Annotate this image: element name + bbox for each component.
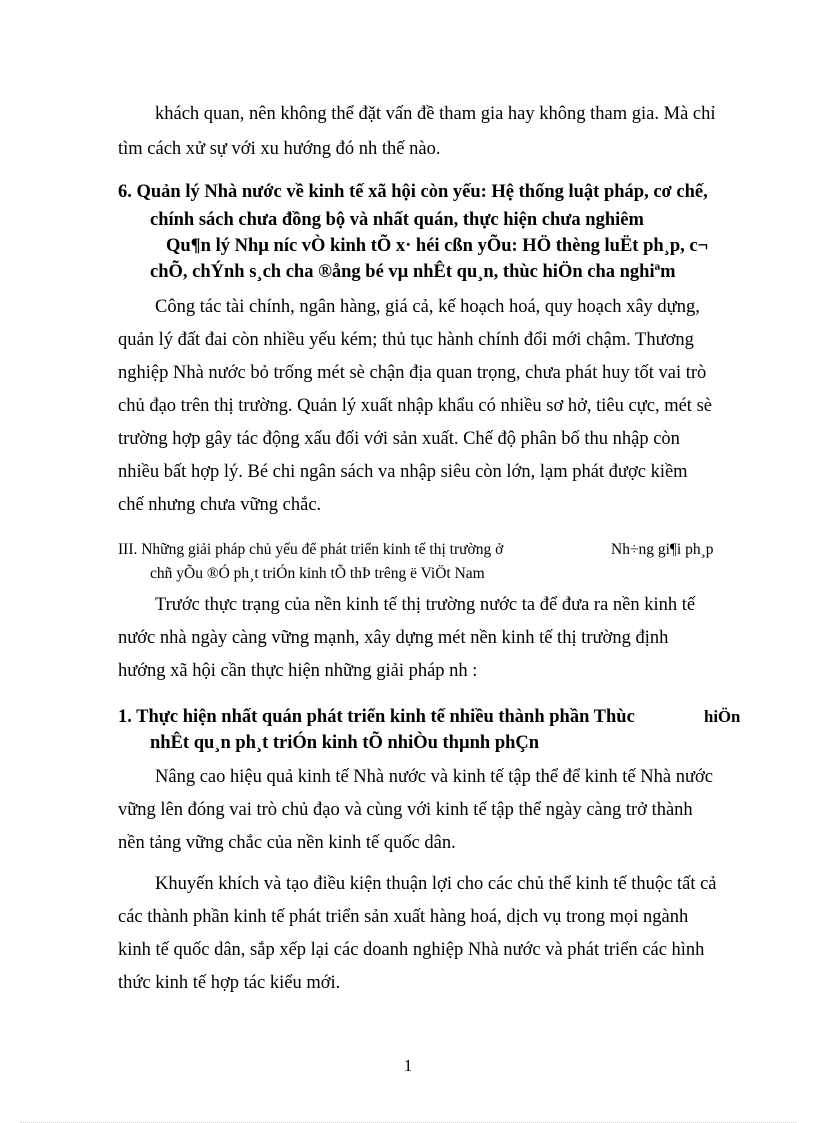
page-number: 1	[403, 1056, 413, 1075]
paragraph-line: tìm cách xử sự với xu hướng đó nh thế nào.	[118, 139, 441, 159]
paragraph-line: nước nhà ngày càng vững mạnh, xây dựng mét nền kinh tế thị trường định	[118, 628, 669, 648]
section-heading: 1. Thực hiện nhất quán phát triển kinh tế nhiều thành phần Thùc	[118, 707, 635, 727]
section-heading-garbled: Nh÷ng gi¶i ph¸p	[611, 541, 714, 558]
paragraph-line: vững lên đóng vai trò chủ đạo và cùng với kinh tế tập thể ngày càng trở thành	[118, 800, 693, 820]
paragraph-line: nghiệp Nhà nước bỏ trống mét sè chận địa quan trọng, chưa phát huy tốt vai trò	[118, 363, 707, 383]
paragraph-line: nền tảng vững chắc của nền kinh tế quốc dân.	[118, 833, 456, 853]
paragraph-line: thức kinh tế hợp tác kiểu mới.	[118, 973, 341, 993]
paragraph-line: chế nhưng chưa vững chắc.	[118, 495, 322, 515]
paragraph-line: Công tác tài chính, ngân hàng, giá cả, kế hoạch hoá, quy hoạch xây dựng,	[155, 297, 700, 317]
paragraph-line: trường hợp gây tác động xấu đối với sản xuất. Chế độ phân bố thu nhập còn	[118, 429, 680, 449]
paragraph-line: hướng xã hội cần thực hiện những giải pháp nh :	[118, 661, 478, 681]
section-heading-garbled: hiÖn	[704, 707, 741, 726]
section-heading-garbled: chñ yÕu ®Ó ph¸t triÓn kinh tÕ thÞ trêng ë ViÖt Nam	[150, 565, 485, 582]
section-heading-line: chính sách chưa đồng bộ và nhất quán, thực hiện chưa nghiêm	[150, 210, 644, 230]
paragraph-line: các thành phần kinh tế phát triển sản xuất hàng hoá, dịch vụ trong mọi ngành	[118, 907, 689, 927]
section-heading-garbled: nhÊt qu¸n ph¸t triÓn kinh tÕ nhiÒu thµnh phÇn	[150, 733, 540, 753]
paragraph-line: chủ đạo trên thị trường. Quản lý xuất nhập khẩu có nhiều sơ hở, tiêu cực, mét sè	[118, 396, 712, 416]
paragraph-line: Trước thực trạng của nền kinh tế thị trường nước ta để đưa ra nền kinh tế	[155, 595, 696, 615]
section-heading-garbled: Qu¶n lý Nhµ níc vÒ kinh tÕ x· héi cßn yÕu: HÖ thèng luËt ph¸p, c¬	[166, 236, 709, 256]
paragraph-line: khách quan, nên không thể đặt vấn đề tham gia hay không tham gia. Mà chỉ	[155, 104, 716, 124]
paragraph-line: quản lý đất đai còn nhiều yếu kém; thủ tục hành chính đổi mới chậm. Thương	[118, 330, 694, 350]
paragraph-line: Khuyến khích và tạo điều kiện thuận lợi cho các chủ thể kinh tế thuộc tất cả	[155, 874, 717, 894]
paragraph-line: nhiều bất hợp lý. Bé chi ngân sách va nhập siêu còn lớn, lạm phát được kiềm	[118, 462, 688, 482]
section-heading: III. Những giải pháp chủ yếu để phát triển kinh tế thị trường ở	[118, 541, 504, 558]
section-heading-garbled: chÕ, chÝnh s¸ch cha ®ång bé vµ nhÊt qu¸n, thùc hiÖn cha nghiªm	[150, 262, 676, 282]
section-heading: 6. Quản lý Nhà nước về kinh tế xã hội còn yếu: Hệ thống luật pháp, cơ chế,	[118, 182, 708, 202]
paragraph-line: kinh tế quốc dân, sắp xếp lại các doanh nghiệp Nhà nước và phát triển các hình	[118, 940, 705, 960]
paragraph-line: Nâng cao hiệu quả kinh tế Nhà nước và kinh tế tập thể để kinh tế Nhà nước	[155, 767, 713, 787]
